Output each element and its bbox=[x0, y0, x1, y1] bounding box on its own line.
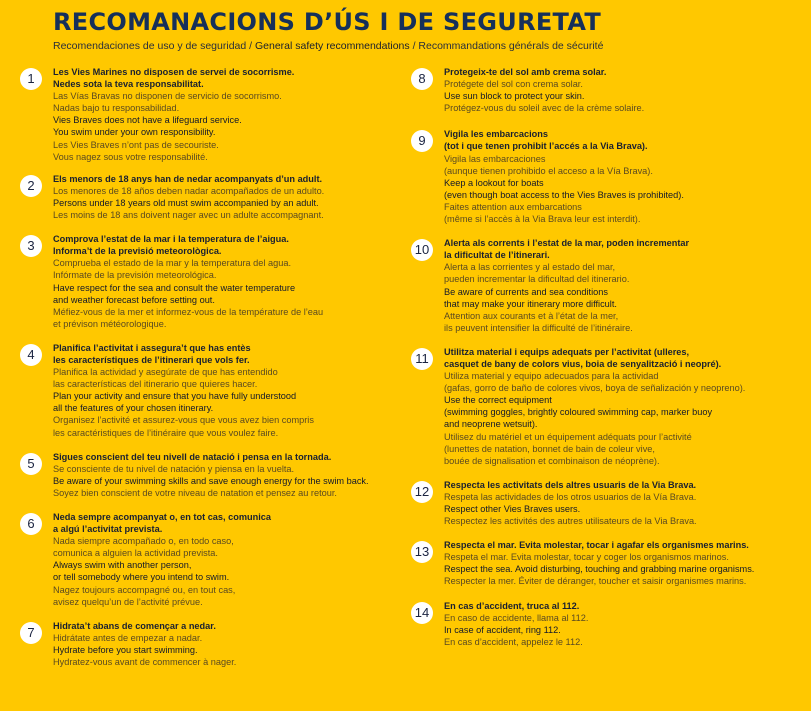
item-text bbox=[444, 237, 807, 334]
item-text bbox=[444, 66, 807, 114]
recommendation-item bbox=[20, 66, 410, 163]
item-text-french: Organisez l’activité et assurez-vous que vous avez bien compris les caractéristiques de l’itinéraire que vous voulez faire. bbox=[53, 415, 314, 438]
item-number-badge: 13 bbox=[411, 541, 433, 563]
item-text-catalan: Neda sempre acompanyat o, en tot cas, comunica a algú l’activitat prevista. bbox=[53, 512, 272, 535]
right-column bbox=[411, 66, 807, 648]
item-text-catalan: Sigues conscient del teu nivell de natació i pensa en la tornada. bbox=[53, 451, 332, 462]
item-text-spanish: Planifica la actividad y asegúrate de que has entendido las características del itinerario que quieres hacer. bbox=[53, 367, 278, 390]
item-text-french: Les moins de 18 ans doivent nager avec un adulte accompagnant. bbox=[53, 210, 324, 221]
item-text-catalan: Protegeix-te del sol amb crema solar. bbox=[444, 67, 607, 77]
item-number-badge: 4 bbox=[20, 344, 42, 366]
item-text-spanish: En caso de accidente, llama al 112. bbox=[444, 612, 589, 623]
item-text bbox=[53, 66, 410, 163]
item-text bbox=[53, 233, 410, 330]
item-text-english: Use sun block to protect your skin. bbox=[444, 91, 585, 102]
recommendation-item bbox=[411, 539, 807, 587]
item-text-catalan: Les Vies Marines no disposen de servei de socorrisme. Nedes sota la teva responsabilitat. bbox=[53, 67, 295, 90]
item-text-english: Plan your activity and ensure that you have fully understood all the features of your chosen itinerary. bbox=[53, 391, 297, 414]
item-text-spanish: Nada siempre acompañado o, en todo caso, comunica a alguien la actividad prevista. bbox=[53, 536, 234, 559]
item-text-spanish: Alerta a las corrientes y al estado del mar, pueden incrementar la dificultad del itinerario. bbox=[444, 262, 630, 285]
item-text-spanish: Los menores de 18 años deben nadar acompañados de un adulto. bbox=[53, 185, 325, 196]
recommendation-item bbox=[20, 342, 410, 439]
recommendation-item bbox=[20, 173, 410, 221]
item-text-english: Use the correct equipment (swimming goggles, brightly coloured swimming cap, marker buoy and neoprene wetsuit). bbox=[444, 395, 713, 430]
item-text bbox=[444, 600, 807, 648]
item-number-badge: 7 bbox=[20, 622, 42, 644]
item-text-catalan: Respecta les activitats dels altres usuaris de la Via Brava. bbox=[444, 479, 697, 490]
item-text-catalan: Respecta el mar. Evita molestar, tocar i agafar els organismes marins. bbox=[444, 540, 749, 551]
item-text bbox=[53, 620, 410, 668]
item-number-badge: 1 bbox=[20, 68, 42, 90]
item-text-catalan: Comprova l’estat de la mar i la temperatura de l’aigua. Informa’t de la previsió meteorològica. bbox=[53, 234, 289, 257]
page-title: RECOMANACIONS D’ÚS I DE SEGURETAT bbox=[53, 8, 602, 36]
item-number-badge: 12 bbox=[411, 481, 433, 503]
item-text-english: Persons under 18 years old must swim accompanied by an adult. bbox=[53, 197, 319, 208]
recommendation-item bbox=[411, 66, 807, 114]
item-text-english: In case of accident, ring 112. bbox=[444, 624, 561, 635]
item-text-spanish: Utiliza material y equipo adecuados para la actividad (gafas, gorro de baño de colores vivos, boya de señalización y neopreno). bbox=[444, 371, 746, 394]
item-text-french: Faites attention aux embarcations (même si l’accès à la Via Brava leur est interdit). bbox=[444, 201, 641, 225]
item-text-spanish: Vigila las embarcaciones (aunque tienen prohibido el acceso a la Vía Brava). bbox=[444, 153, 653, 176]
item-text-spanish: Las Vías Bravas no disponen de servicio de socorrismo. Nadas bajo tu responsabilidad. bbox=[53, 91, 282, 114]
item-number-badge: 3 bbox=[20, 235, 42, 257]
item-text bbox=[444, 346, 807, 467]
recommendation-item bbox=[20, 451, 410, 499]
item-text-catalan: En cas d’accident, truca al 112. bbox=[444, 600, 580, 611]
recommendation-item bbox=[411, 346, 807, 467]
item-text-spanish: Se consciente de tu nivel de natación y piensa en la vuelta. bbox=[53, 463, 295, 474]
page-subtitle bbox=[53, 40, 603, 52]
item-text-english: Hydrate before you start swimming. bbox=[53, 644, 198, 655]
item-text-french: Les Vies Braves n’ont pas de secouriste. Vous nagez sous votre responsabilité. bbox=[53, 139, 219, 162]
recommendation-item bbox=[411, 128, 807, 225]
item-text bbox=[53, 342, 410, 439]
recommendation-item bbox=[411, 600, 807, 648]
item-text-english: Always swim with another person, or tell somebody where you intend to swim. bbox=[53, 560, 230, 583]
item-text-catalan: Vigila les embarcacions (tot i que tenen prohibit l’accés a la Via Brava). bbox=[444, 129, 648, 152]
item-text-english: Keep a lookout for boats (even though boat access to the Vies Braves is prohibited). bbox=[444, 177, 684, 200]
item-text bbox=[53, 511, 410, 608]
subtitle-english: General safety recommendations bbox=[254, 40, 410, 52]
item-text-catalan: Els menors de 18 anys han de nedar acompanyats d’un adult. bbox=[53, 173, 323, 184]
item-text-catalan: Alerta als corrents i l’estat de la mar, poden incrementar la dificultat de l’itinerari. bbox=[444, 238, 690, 261]
item-number-badge: 11 bbox=[411, 348, 433, 370]
item-text-english: Vies Braves does not have a lifeguard service. You swim under your own responsibility. bbox=[53, 115, 242, 138]
item-text-catalan: Planifica l’activitat i assegura’t que has entès les característiques de l’itinerari que vols fer. bbox=[53, 342, 251, 365]
item-number-badge: 6 bbox=[20, 513, 42, 535]
item-text-spanish: Protégete del sol con crema solar. bbox=[444, 79, 583, 90]
item-text bbox=[444, 539, 807, 587]
item-text-french: En cas d’accident, appelez le 112. bbox=[444, 636, 583, 647]
item-text bbox=[53, 451, 410, 499]
item-text-french: Attention aux courants et à l’état de la mer, ils peuvent intensifier la difficulté de l’itinéraire. bbox=[444, 310, 633, 333]
item-text-english: Respect the sea. Avoid disturbing, touching and grabbing marine organisms. bbox=[444, 564, 755, 575]
item-text-spanish: Respeta el mar. Evita molestar, tocar y coger los organismos marinos. bbox=[444, 552, 729, 563]
item-number-badge: 9 bbox=[411, 130, 433, 152]
item-text-french: Respectez les activités des autres utilisateurs de la Via Brava. bbox=[444, 516, 697, 527]
item-text-spanish: Comprueba el estado de la mar y la temperatura del agua. Infórmate de la previsión meteorológica. bbox=[53, 258, 291, 281]
item-text bbox=[444, 128, 807, 225]
item-text-french: Soyez bien conscient de votre niveau de natation et pensez au retour. bbox=[53, 487, 337, 498]
recommendation-item bbox=[20, 233, 410, 330]
subtitle-french: Recommandations générals de sécurité bbox=[418, 40, 604, 52]
item-text-french: Hydratez-vous avant de commencer à nager. bbox=[53, 657, 237, 668]
subtitle-separator: / bbox=[409, 40, 419, 52]
item-number-badge: 10 bbox=[411, 239, 433, 261]
recommendation-item bbox=[411, 237, 807, 334]
recommendation-item bbox=[20, 511, 410, 608]
recommendation-item bbox=[411, 479, 807, 527]
left-column bbox=[20, 66, 410, 668]
item-text-english: Respect other Vies Braves users. bbox=[444, 504, 581, 514]
item-text bbox=[444, 479, 807, 527]
item-number-badge: 8 bbox=[411, 68, 433, 90]
item-text-french: Protégez-vous du soleil avec de la crème solaire. bbox=[444, 103, 645, 114]
item-text-english: Be aware of currents and sea conditions that may make your itinerary more difficult. bbox=[444, 286, 617, 309]
item-text-catalan: Utilitza material i equips adequats per l’activitat (ulleres, casquet de bany de colors vius, boia de senyalització i neopré). bbox=[444, 346, 722, 369]
subtitle-spanish: Recomendaciones de uso y de seguridad bbox=[53, 40, 247, 52]
item-text bbox=[53, 173, 410, 221]
item-number-badge: 2 bbox=[20, 175, 42, 197]
item-text-french: Nagez toujours accompagné ou, en tout cas, avisez quelqu’un de l’activité prévue. bbox=[53, 584, 236, 607]
item-text-spanish: Respeta las actividades de los otros usuarios de la Vía Brava. bbox=[444, 491, 697, 502]
item-text-french: Méfiez-vous de la mer et informez-vous de la température de l’eau et prévison météorologique. bbox=[53, 306, 324, 329]
item-text-english: Be aware of your swimming skills and save enough energy for the swim back. bbox=[53, 475, 369, 486]
item-text-catalan: Hidrata’t abans de començar a nedar. bbox=[53, 620, 216, 631]
recommendation-item bbox=[20, 620, 410, 668]
item-text-english: Have respect for the sea and consult the water temperature and weather forecast before setting out. bbox=[53, 282, 296, 305]
subtitle-separator: / bbox=[246, 40, 255, 52]
item-number-badge: 14 bbox=[411, 602, 433, 624]
item-text-spanish: Hidrátate antes de empezar a nadar. bbox=[53, 632, 203, 643]
item-text-french: Respecter la mer. Éviter de déranger, toucher et saisir organismes marins. bbox=[444, 576, 747, 587]
item-text-french: Utilisez du matériel et un équipement adéquats pour l’activité (lunettes de natation, bonnet de bain de coleur vive, bouée de signalisation et combinaison de néoprène). bbox=[444, 431, 692, 466]
item-number-badge: 5 bbox=[20, 453, 42, 475]
